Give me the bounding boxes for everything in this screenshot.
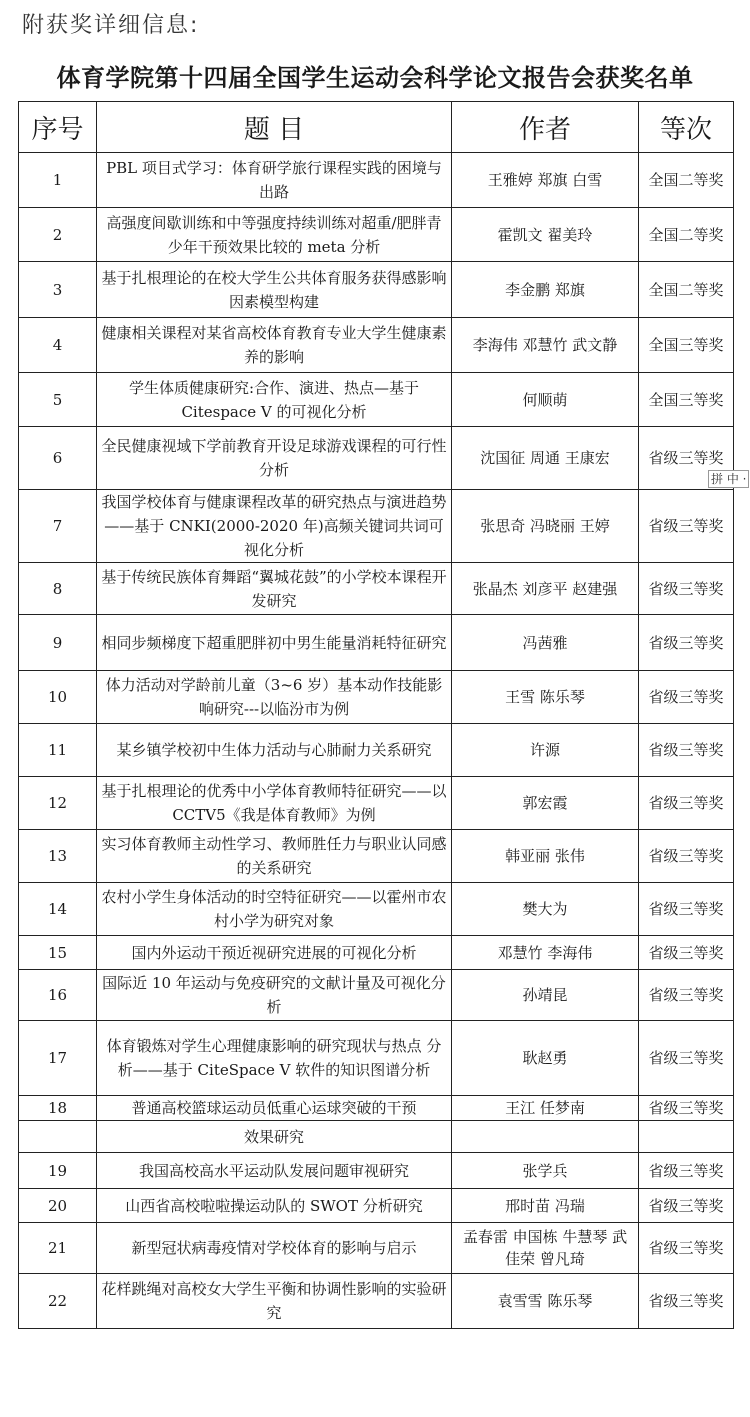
table-row [19, 830, 734, 883]
table-row [19, 427, 734, 490]
row-title: 全民健康视域下学前教育开设足球游戏课程的可行性分析 [97, 427, 452, 490]
document-title: 体育学院第十四届全国学生运动会科学论文报告会获奖名单 [56, 64, 694, 92]
row-award: 省级三等奖 [639, 883, 734, 936]
header-authors: 作者 [452, 102, 639, 153]
row-number [19, 1121, 97, 1153]
table-row [19, 208, 734, 262]
table-row [19, 262, 734, 318]
row-award: 省级三等奖 [639, 1223, 734, 1274]
table-row [19, 563, 734, 615]
row-number: 6 [19, 427, 97, 490]
row-authors: 樊大为 [452, 883, 639, 936]
row-number: 14 [19, 883, 97, 936]
row-number: 15 [19, 936, 97, 970]
row-award: 省级三等奖 [639, 1096, 734, 1121]
row-award: 省级三等奖 [639, 777, 734, 830]
table-row [19, 936, 734, 970]
row-authors: 许源 [452, 724, 639, 777]
row-authors: 邢时苗 冯瑞 [452, 1189, 639, 1223]
row-award: 全国三等奖 [639, 373, 734, 427]
row-award: 省级三等奖 [639, 1274, 734, 1329]
row-title: 普通高校篮球运动员低重心运球突破的干预 [97, 1096, 452, 1121]
row-number: 10 [19, 671, 97, 724]
table-row [19, 490, 734, 563]
row-title: 基于传统民族体育舞蹈“翼城花鼓”的小学校本课程开发研究 [97, 563, 452, 615]
row-authors: 王雪 陈乐琴 [452, 671, 639, 724]
row-number: 12 [19, 777, 97, 830]
row-number: 18 [19, 1096, 97, 1121]
table-row [19, 970, 734, 1021]
row-award: 省级三等奖 [639, 936, 734, 970]
row-authors: 冯茜雅 [452, 615, 639, 671]
row-authors: 韩亚丽 张伟 [452, 830, 639, 883]
row-title: 国内外运动干预近视研究进展的可视化分析 [97, 936, 452, 970]
row-number: 4 [19, 318, 97, 373]
row-authors: 耿赵勇 [452, 1021, 639, 1096]
row-award: 省级三等奖 [639, 830, 734, 883]
table-row [19, 883, 734, 936]
row-title: 山西省高校啦啦操运动队的 SWOT 分析研究 [97, 1189, 452, 1223]
row-award: 全国二等奖 [639, 208, 734, 262]
row-title: 学生体质健康研究:合作、演进、热点—基于 Citespace V 的可视化分析 [97, 373, 452, 427]
table-row [19, 153, 734, 208]
row-title: 相同步频梯度下超重肥胖初中男生能量消耗特征研究 [97, 615, 452, 671]
row-number: 22 [19, 1274, 97, 1329]
table-row [19, 777, 734, 830]
row-number: 13 [19, 830, 97, 883]
row-authors: 王雅婷 郑旗 白雪 [452, 153, 639, 208]
header-title: 题 目 [97, 102, 452, 153]
row-number: 3 [19, 262, 97, 318]
table-row [19, 615, 734, 671]
table-row [19, 1189, 734, 1223]
header-award: 等次 [639, 102, 734, 153]
row-number: 5 [19, 373, 97, 427]
row-title: PBL 项目式学习：体育研学旅行课程实践的困境与出路 [97, 153, 452, 208]
row-award: 省级三等奖 [639, 671, 734, 724]
row-authors: 张思奇 冯晓丽 王婷 [452, 490, 639, 563]
row-award: 省级三等奖 [639, 970, 734, 1021]
row-number: 9 [19, 615, 97, 671]
table-row [19, 1121, 734, 1153]
table-header-row [19, 102, 734, 153]
row-title: 效果研究 [97, 1121, 452, 1153]
table-row [19, 1153, 734, 1189]
row-number: 2 [19, 208, 97, 262]
row-award: 省级三等奖 [639, 724, 734, 777]
row-authors: 王江 任梦南 [452, 1096, 639, 1121]
table-row [19, 671, 734, 724]
row-title: 实习体育教师主动性学习、教师胜任力与职业认同感的关系研究 [97, 830, 452, 883]
row-authors: 袁雪雪 陈乐琴 [452, 1274, 639, 1329]
row-title: 农村小学生身体活动的时空特征研究——以霍州市农村小学为研究对象 [97, 883, 452, 936]
row-authors: 孟春雷 申国栋 牛慧琴 武佳荣 曾凡琦 [452, 1223, 639, 1274]
table-row [19, 724, 734, 777]
row-authors: 邓慧竹 李海伟 [452, 936, 639, 970]
row-title: 花样跳绳对高校女大学生平衡和协调性影响的实验研究 [97, 1274, 452, 1329]
table-row [19, 1274, 734, 1329]
row-number: 7 [19, 490, 97, 563]
attachment-heading: 附获奖详细信息: [22, 13, 200, 38]
row-award: 全国二等奖 [639, 153, 734, 208]
row-title: 高强度间歇训练和中等强度持续训练对超重/肥胖青少年干预效果比较的 meta 分析 [97, 208, 452, 262]
row-number: 20 [19, 1189, 97, 1223]
row-title: 我国学校体育与健康课程改革的研究热点与演进趋势——基于 CNKI(2000-2020 年)高频关键词共词可视化分析 [97, 490, 452, 563]
row-authors: 张学兵 [452, 1153, 639, 1189]
row-number: 1 [19, 153, 97, 208]
row-authors: 张晶杰 刘彦平 赵建强 [452, 563, 639, 615]
table-row [19, 1096, 734, 1121]
row-number: 11 [19, 724, 97, 777]
row-authors: 李海伟 邓慧竹 武文静 [452, 318, 639, 373]
row-award: 省级三等奖 [639, 1153, 734, 1189]
row-authors [452, 1121, 639, 1153]
row-title: 我国高校高水平运动队发展问题审视研究 [97, 1153, 452, 1189]
row-title: 基于扎根理论的在校大学生公共体育服务获得感影响因素模型构建 [97, 262, 452, 318]
row-award: 省级三等奖 [639, 615, 734, 671]
row-authors: 孙靖昆 [452, 970, 639, 1021]
table-row [19, 1223, 734, 1274]
row-authors: 霍凯文 翟美玲 [452, 208, 639, 262]
row-number: 8 [19, 563, 97, 615]
row-authors: 沈国征 周通 王康宏 [452, 427, 639, 490]
award-table [18, 101, 734, 1329]
table-row [19, 1021, 734, 1096]
ime-indicator: 拼 中 · [708, 470, 749, 488]
row-title: 新型冠状病毒疫情对学校体育的影响与启示 [97, 1223, 452, 1274]
row-award: 省级三等奖 [639, 1021, 734, 1096]
row-authors: 何顺萌 [452, 373, 639, 427]
row-number: 19 [19, 1153, 97, 1189]
row-award [639, 1121, 734, 1153]
row-award: 省级三等奖 [639, 427, 734, 490]
row-authors: 李金鹏 郑旗 [452, 262, 639, 318]
row-number: 21 [19, 1223, 97, 1274]
row-award: 省级三等奖 [639, 490, 734, 563]
row-title: 某乡镇学校初中生体力活动与心肺耐力关系研究 [97, 724, 452, 777]
header-number: 序号 [19, 102, 97, 153]
row-title: 体力活动对学龄前儿童（3~6 岁）基本动作技能影响研究---以临汾市为例 [97, 671, 452, 724]
row-title: 基于扎根理论的优秀中小学体育教师特征研究——以 CCTV5《我是体育教师》为例 [97, 777, 452, 830]
row-title: 健康相关课程对某省高校体育教育专业大学生健康素养的影响 [97, 318, 452, 373]
row-number: 16 [19, 970, 97, 1021]
row-award: 省级三等奖 [639, 1189, 734, 1223]
row-authors: 郭宏霞 [452, 777, 639, 830]
row-title: 国际近 10 年运动与免疫研究的文献计量及可视化分析 [97, 970, 452, 1021]
row-award: 省级三等奖 [639, 563, 734, 615]
table-row [19, 318, 734, 373]
table-row [19, 373, 734, 427]
row-award: 全国二等奖 [639, 262, 734, 318]
row-title: 体育锻炼对学生心理健康影响的研究现状与热点 分析——基于 CiteSpace V 软件的知识图谱分析 [97, 1021, 452, 1096]
row-number: 17 [19, 1021, 97, 1096]
row-award: 全国三等奖 [639, 318, 734, 373]
